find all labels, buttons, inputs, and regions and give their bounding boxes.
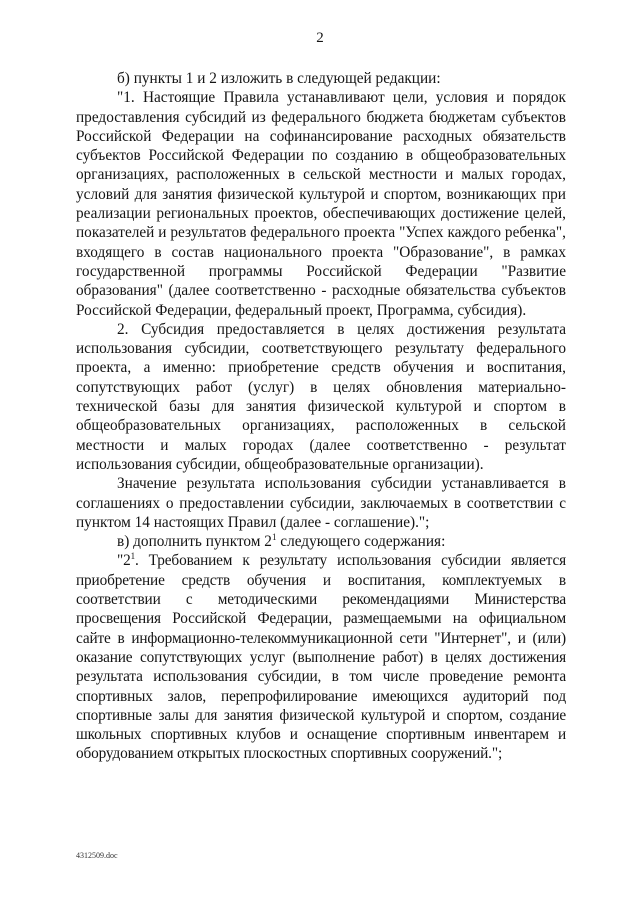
amendment-c-text-end: следующего содержания:: [276, 533, 446, 551]
document-body: [76, 69, 566, 764]
rule-2-1-text-start: "2: [117, 552, 131, 570]
amendment-c-text-start: в) дополнить пунктом 2: [117, 533, 272, 551]
paragraph-amendment-c: [76, 532, 566, 551]
footer-filename: 4312509.doc: [76, 851, 118, 860]
paragraph-amendment-b: б) пункты 1 и 2 изложить в следующей редакции:: [117, 70, 441, 87]
paragraph-result-value: Значение результата использования субсидии устанавливается в соглашениях о предоставлении субсидии, заключаемых в соответствии с пунктом 14 настоящих Правил (далее - соглашение).";: [76, 475, 566, 531]
amendment-c-superscript: 1: [271, 532, 277, 543]
page-number: 2: [316, 30, 324, 46]
paragraph-rule-1: "1. Настоящие Правила устанавливают цели, условия и порядок предоставления субсидий из федерального бюджета бюджетам субъектов Российской Федерации на софинансирование расходных обязательств субъектов Российской Федерации по созданию в общеобразовательных организациях, расположенных в сельской местности и малых городах, условий для занятия физической культурой и спортом, возникающих при реализации региональных проектов, обеспечивающих достижение целей, показателей и результатов федерального проекта "Успех каждого ребенка", входящего в состав национального проекта "Образование", в рамках государственной программы Российской Федерации "Развитие образования" (далее соответственно - расходные обязательства субъектов Российской Федерации, федеральный проект, Программа, субсидия).: [76, 89, 566, 319]
rule-2-1-text-end: . Требованием к результату использования субсидии является приобретение средств обучения и воспитания, комплектуемых в соответствии с методическими рекомендациями Министерства просвещения Российской Федерации, размещаемыми на официальном сайте в информационно-телекоммуникационной сети "Интернет", и (или) оказание сопутствующих услуг (выполнение работ) в целях достижения результата использования субсидии, в том числе проведение ремонта спортивных залов, перепрофилирование имеющихся аудиторий под спортивные залы для занятия физической культурой и спортом, создание школьных спортивных клубов и оснащение спортивным инвентарем и оборудованием открытых плоскостных спортивных сооружений.";: [76, 552, 566, 763]
paragraph-rule-2-1: [76, 551, 566, 763]
rule-2-1-superscript: 1: [130, 551, 135, 562]
paragraph-rule-2: 2. Субсидия предоставляется в целях достижения результата использования субсидии, соответствующего результату федерального проекта, а именно: приобретение средств обучения и воспитания, сопутствующих работ (услуг) в целях обновления материально-технической базы для занятия физической культурой и спортом в общеобразовательных организациях, расположенных в сельской местности и малых городах (далее соответственно - результат использования субсидии, общеобразовательные организации).: [76, 320, 566, 473]
